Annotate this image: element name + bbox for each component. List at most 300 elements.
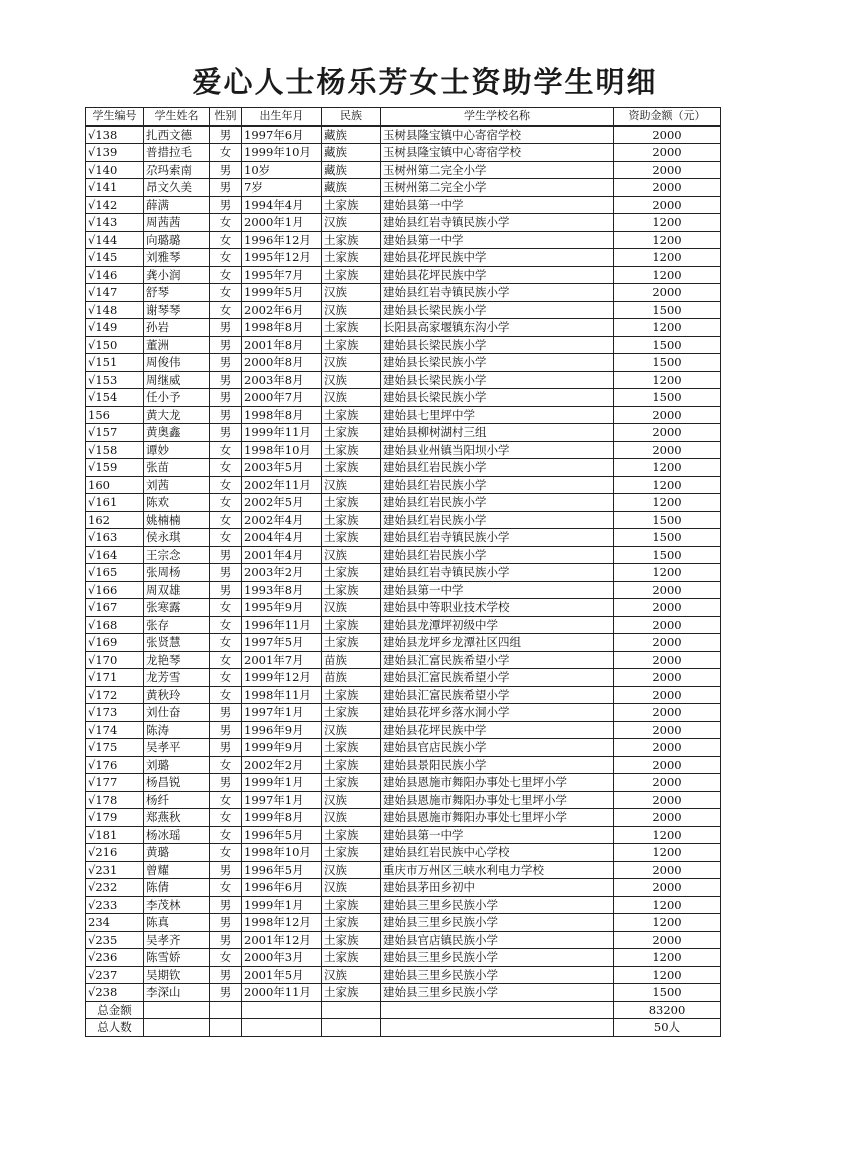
table-row bbox=[86, 546, 721, 564]
gender-cell: 男 bbox=[210, 564, 242, 582]
total-people-row bbox=[86, 1019, 721, 1037]
birth-date-cell: 2002年5月 bbox=[242, 494, 322, 512]
student-name-cell: 龚小润 bbox=[144, 266, 210, 284]
table-row bbox=[86, 249, 721, 267]
students-table bbox=[85, 107, 721, 1037]
table-row bbox=[86, 809, 721, 827]
col-header-student-id: 学生编号 bbox=[86, 108, 144, 126]
birth-date-cell: 2003年5月 bbox=[242, 459, 322, 477]
ethnicity-cell: 汉族 bbox=[322, 476, 381, 494]
amount-cell: 2000 bbox=[614, 196, 721, 214]
gender-cell: 女 bbox=[210, 686, 242, 704]
gender-cell: 女 bbox=[210, 791, 242, 809]
amount-cell: 2000 bbox=[614, 161, 721, 179]
empty-cell bbox=[144, 1019, 210, 1037]
amount-cell: 1200 bbox=[614, 459, 721, 477]
amount-cell: 2000 bbox=[614, 126, 721, 144]
birth-date-cell: 2003年2月 bbox=[242, 564, 322, 582]
ethnicity-cell: 土家族 bbox=[322, 231, 381, 249]
school-name-cell: 建始县长梁民族小学 bbox=[381, 389, 614, 407]
student-name-cell: 昂文久美 bbox=[144, 179, 210, 197]
table-row bbox=[86, 879, 721, 897]
gender-cell: 男 bbox=[210, 721, 242, 739]
birth-date-cell: 1999年10月 bbox=[242, 144, 322, 162]
ethnicity-cell: 土家族 bbox=[322, 424, 381, 442]
school-name-cell: 建始县官店民族小学 bbox=[381, 739, 614, 757]
school-name-cell: 建始县汇富民族希望小学 bbox=[381, 651, 614, 669]
amount-cell: 2000 bbox=[614, 284, 721, 302]
birth-date-cell: 1996年6月 bbox=[242, 879, 322, 897]
ethnicity-cell: 土家族 bbox=[322, 704, 381, 722]
table-body bbox=[86, 126, 721, 1002]
school-name-cell: 建始县柳树湖村三组 bbox=[381, 424, 614, 442]
school-name-cell: 建始县长梁民族小学 bbox=[381, 301, 614, 319]
gender-cell: 男 bbox=[210, 354, 242, 372]
ethnicity-cell: 藏族 bbox=[322, 179, 381, 197]
school-name-cell: 建始县第一中学 bbox=[381, 196, 614, 214]
ethnicity-cell: 土家族 bbox=[322, 581, 381, 599]
ethnicity-cell: 汉族 bbox=[322, 301, 381, 319]
ethnicity-cell: 藏族 bbox=[322, 161, 381, 179]
birth-date-cell: 1999年12月 bbox=[242, 669, 322, 687]
table-row bbox=[86, 896, 721, 914]
school-name-cell: 建始县花坪民族中学 bbox=[381, 721, 614, 739]
student-id-cell: √231 bbox=[86, 861, 144, 879]
table-row bbox=[86, 231, 721, 249]
table-row bbox=[86, 739, 721, 757]
table-row bbox=[86, 441, 721, 459]
amount-cell: 2000 bbox=[614, 616, 721, 634]
gender-cell: 女 bbox=[210, 476, 242, 494]
student-id-cell: √175 bbox=[86, 739, 144, 757]
school-name-cell: 建始县官店镇民族小学 bbox=[381, 931, 614, 949]
school-name-cell: 长阳县高家堰镇东沟小学 bbox=[381, 319, 614, 337]
birth-date-cell: 2002年6月 bbox=[242, 301, 322, 319]
table-row bbox=[86, 581, 721, 599]
student-name-cell: 李深山 bbox=[144, 984, 210, 1002]
ethnicity-cell: 汉族 bbox=[322, 721, 381, 739]
student-name-cell: 刘雅琴 bbox=[144, 249, 210, 267]
gender-cell: 男 bbox=[210, 319, 242, 337]
school-name-cell: 建始县恩施市舞阳办事处七里坪小学 bbox=[381, 774, 614, 792]
amount-cell: 2000 bbox=[614, 634, 721, 652]
student-name-cell: 吴孝齐 bbox=[144, 931, 210, 949]
gender-cell: 男 bbox=[210, 371, 242, 389]
ethnicity-cell: 汉族 bbox=[322, 546, 381, 564]
amount-cell: 1200 bbox=[614, 231, 721, 249]
amount-cell: 2000 bbox=[614, 721, 721, 739]
table-row bbox=[86, 406, 721, 424]
amount-cell: 2000 bbox=[614, 406, 721, 424]
ethnicity-cell: 汉族 bbox=[322, 599, 381, 617]
amount-cell: 2000 bbox=[614, 739, 721, 757]
gender-cell: 男 bbox=[210, 389, 242, 407]
student-name-cell: 陈涛 bbox=[144, 721, 210, 739]
col-header-amount: 资助金额（元） bbox=[614, 108, 721, 126]
ethnicity-cell: 土家族 bbox=[322, 984, 381, 1002]
table-row bbox=[86, 826, 721, 844]
school-name-cell: 建始县恩施市舞阳办事处七里坪小学 bbox=[381, 791, 614, 809]
ethnicity-cell: 土家族 bbox=[322, 511, 381, 529]
table-row bbox=[86, 966, 721, 984]
student-name-cell: 黄璐 bbox=[144, 844, 210, 862]
gender-cell: 女 bbox=[210, 651, 242, 669]
amount-cell: 1200 bbox=[614, 371, 721, 389]
student-id-cell: √143 bbox=[86, 214, 144, 232]
school-name-cell: 建始县三里乡民族小学 bbox=[381, 949, 614, 967]
gender-cell: 男 bbox=[210, 861, 242, 879]
ethnicity-cell: 苗族 bbox=[322, 651, 381, 669]
amount-cell: 2000 bbox=[614, 441, 721, 459]
ethnicity-cell: 土家族 bbox=[322, 616, 381, 634]
student-name-cell: 薛满 bbox=[144, 196, 210, 214]
student-id-cell: √235 bbox=[86, 931, 144, 949]
amount-cell: 1200 bbox=[614, 476, 721, 494]
table-row bbox=[86, 511, 721, 529]
student-id-cell: 162 bbox=[86, 511, 144, 529]
table-row bbox=[86, 354, 721, 372]
ethnicity-cell: 土家族 bbox=[322, 634, 381, 652]
amount-cell: 2000 bbox=[614, 879, 721, 897]
ethnicity-cell: 汉族 bbox=[322, 284, 381, 302]
gender-cell: 男 bbox=[210, 196, 242, 214]
school-name-cell: 建始县中等职业技术学校 bbox=[381, 599, 614, 617]
ethnicity-cell: 汉族 bbox=[322, 879, 381, 897]
school-name-cell: 建始县红岩寺镇民族小学 bbox=[381, 529, 614, 547]
student-name-cell: 张苗 bbox=[144, 459, 210, 477]
ethnicity-cell: 土家族 bbox=[322, 319, 381, 337]
student-id-cell: √171 bbox=[86, 669, 144, 687]
gender-cell: 男 bbox=[210, 406, 242, 424]
empty-cell bbox=[381, 1001, 614, 1019]
student-name-cell: 普措拉毛 bbox=[144, 144, 210, 162]
school-name-cell: 建始县红岩民族中心学校 bbox=[381, 844, 614, 862]
school-name-cell: 建始县龙坪乡龙潭社区四组 bbox=[381, 634, 614, 652]
gender-cell: 男 bbox=[210, 424, 242, 442]
school-name-cell: 建始县景阳民族小学 bbox=[381, 756, 614, 774]
birth-date-cell: 1997年6月 bbox=[242, 126, 322, 144]
table-row bbox=[86, 529, 721, 547]
table-row bbox=[86, 494, 721, 512]
col-header-gender: 性别 bbox=[210, 108, 242, 126]
student-id-cell: √163 bbox=[86, 529, 144, 547]
school-name-cell: 玉树州第二完全小学 bbox=[381, 179, 614, 197]
ethnicity-cell: 苗族 bbox=[322, 669, 381, 687]
amount-cell: 2000 bbox=[614, 686, 721, 704]
student-name-cell: 杨冰瑶 bbox=[144, 826, 210, 844]
birth-date-cell: 2002年4月 bbox=[242, 511, 322, 529]
student-id-cell: √147 bbox=[86, 284, 144, 302]
gender-cell: 男 bbox=[210, 161, 242, 179]
student-name-cell: 王宗念 bbox=[144, 546, 210, 564]
school-name-cell: 建始县三里乡民族小学 bbox=[381, 914, 614, 932]
birth-date-cell: 10岁 bbox=[242, 161, 322, 179]
student-name-cell: 舒琴 bbox=[144, 284, 210, 302]
ethnicity-cell: 土家族 bbox=[322, 459, 381, 477]
student-id-cell: √168 bbox=[86, 616, 144, 634]
student-name-cell: 杨纤 bbox=[144, 791, 210, 809]
gender-cell: 男 bbox=[210, 581, 242, 599]
birth-date-cell: 2001年8月 bbox=[242, 336, 322, 354]
student-name-cell: 谢琴琴 bbox=[144, 301, 210, 319]
gender-cell: 女 bbox=[210, 441, 242, 459]
table-row bbox=[86, 721, 721, 739]
school-name-cell: 建始县三里乡民族小学 bbox=[381, 896, 614, 914]
amount-cell: 2000 bbox=[614, 931, 721, 949]
table-row bbox=[86, 669, 721, 687]
student-name-cell: 扎西文德 bbox=[144, 126, 210, 144]
total-amount-row bbox=[86, 1001, 721, 1019]
birth-date-cell: 1997年1月 bbox=[242, 704, 322, 722]
student-id-cell: √138 bbox=[86, 126, 144, 144]
table-row bbox=[86, 564, 721, 582]
gender-cell: 男 bbox=[210, 546, 242, 564]
gender-cell: 女 bbox=[210, 301, 242, 319]
school-name-cell: 建始县花坪乡落水洞小学 bbox=[381, 704, 614, 722]
ethnicity-cell: 汉族 bbox=[322, 791, 381, 809]
student-name-cell: 向璐璐 bbox=[144, 231, 210, 249]
table-row bbox=[86, 844, 721, 862]
student-id-cell: √169 bbox=[86, 634, 144, 652]
gender-cell: 男 bbox=[210, 896, 242, 914]
school-name-cell: 建始县红岩民族小学 bbox=[381, 546, 614, 564]
ethnicity-cell: 土家族 bbox=[322, 564, 381, 582]
student-name-cell: 黄秋玲 bbox=[144, 686, 210, 704]
table-row bbox=[86, 301, 721, 319]
ethnicity-cell: 汉族 bbox=[322, 809, 381, 827]
amount-cell: 1500 bbox=[614, 336, 721, 354]
school-name-cell: 玉树县隆宝镇中心寄宿学校 bbox=[381, 144, 614, 162]
gender-cell: 男 bbox=[210, 336, 242, 354]
birth-date-cell: 1996年5月 bbox=[242, 861, 322, 879]
student-id-cell: √139 bbox=[86, 144, 144, 162]
ethnicity-cell: 汉族 bbox=[322, 389, 381, 407]
amount-cell: 1200 bbox=[614, 494, 721, 512]
empty-cell bbox=[242, 1001, 322, 1019]
empty-cell bbox=[322, 1001, 381, 1019]
ethnicity-cell: 汉族 bbox=[322, 861, 381, 879]
amount-cell: 1200 bbox=[614, 826, 721, 844]
table-row bbox=[86, 949, 721, 967]
ethnicity-cell: 土家族 bbox=[322, 844, 381, 862]
school-name-cell: 建始县红岩民族小学 bbox=[381, 494, 614, 512]
gender-cell: 男 bbox=[210, 931, 242, 949]
birth-date-cell: 1998年12月 bbox=[242, 914, 322, 932]
birth-date-cell: 1998年8月 bbox=[242, 319, 322, 337]
table-row bbox=[86, 161, 721, 179]
table-row bbox=[86, 126, 721, 144]
school-name-cell: 建始县红岩寺镇民族小学 bbox=[381, 284, 614, 302]
student-id-cell: 234 bbox=[86, 914, 144, 932]
student-name-cell: 吴期钦 bbox=[144, 966, 210, 984]
student-name-cell: 张存 bbox=[144, 616, 210, 634]
gender-cell: 女 bbox=[210, 144, 242, 162]
ethnicity-cell: 汉族 bbox=[322, 966, 381, 984]
birth-date-cell: 2001年5月 bbox=[242, 966, 322, 984]
gender-cell: 女 bbox=[210, 669, 242, 687]
amount-cell: 1500 bbox=[614, 511, 721, 529]
total-people-label: 总人数 bbox=[86, 1019, 144, 1037]
table-row bbox=[86, 861, 721, 879]
birth-date-cell: 2000年3月 bbox=[242, 949, 322, 967]
student-name-cell: 李茂林 bbox=[144, 896, 210, 914]
school-name-cell: 建始县茅田乡初中 bbox=[381, 879, 614, 897]
student-name-cell: 尕玛索南 bbox=[144, 161, 210, 179]
student-name-cell: 张寒露 bbox=[144, 599, 210, 617]
student-id-cell: √151 bbox=[86, 354, 144, 372]
table-row bbox=[86, 179, 721, 197]
student-name-cell: 杨昌锐 bbox=[144, 774, 210, 792]
student-id-cell: 156 bbox=[86, 406, 144, 424]
school-name-cell: 玉树县隆宝镇中心寄宿学校 bbox=[381, 126, 614, 144]
birth-date-cell: 1999年9月 bbox=[242, 739, 322, 757]
empty-cell bbox=[242, 1019, 322, 1037]
table-row bbox=[86, 336, 721, 354]
birth-date-cell: 2000年1月 bbox=[242, 214, 322, 232]
col-header-school-name: 学生学校名称 bbox=[381, 108, 614, 126]
student-id-cell: √159 bbox=[86, 459, 144, 477]
amount-cell: 2000 bbox=[614, 774, 721, 792]
table-row bbox=[86, 599, 721, 617]
student-name-cell: 周茜茜 bbox=[144, 214, 210, 232]
student-name-cell: 董洲 bbox=[144, 336, 210, 354]
birth-date-cell: 2003年8月 bbox=[242, 371, 322, 389]
ethnicity-cell: 土家族 bbox=[322, 949, 381, 967]
table-row bbox=[86, 459, 721, 477]
student-id-cell: √145 bbox=[86, 249, 144, 267]
gender-cell: 女 bbox=[210, 879, 242, 897]
birth-date-cell: 1998年10月 bbox=[242, 441, 322, 459]
school-name-cell: 玉树州第二完全小学 bbox=[381, 161, 614, 179]
amount-cell: 1200 bbox=[614, 319, 721, 337]
student-name-cell: 黄奥鑫 bbox=[144, 424, 210, 442]
empty-cell bbox=[210, 1019, 242, 1037]
school-name-cell: 建始县红岩民族小学 bbox=[381, 459, 614, 477]
gender-cell: 女 bbox=[210, 214, 242, 232]
student-name-cell: 陈欢 bbox=[144, 494, 210, 512]
birth-date-cell: 1995年7月 bbox=[242, 266, 322, 284]
birth-date-cell: 1999年1月 bbox=[242, 896, 322, 914]
ethnicity-cell: 土家族 bbox=[322, 774, 381, 792]
gender-cell: 女 bbox=[210, 809, 242, 827]
table-row bbox=[86, 476, 721, 494]
table-row bbox=[86, 214, 721, 232]
student-name-cell: 周双雄 bbox=[144, 581, 210, 599]
amount-cell: 1500 bbox=[614, 354, 721, 372]
amount-cell: 1200 bbox=[614, 896, 721, 914]
student-name-cell: 周俊伟 bbox=[144, 354, 210, 372]
amount-cell: 1500 bbox=[614, 529, 721, 547]
amount-cell: 2000 bbox=[614, 756, 721, 774]
birth-date-cell: 1999年5月 bbox=[242, 284, 322, 302]
col-header-student-name: 学生姓名 bbox=[144, 108, 210, 126]
table-row bbox=[86, 616, 721, 634]
gender-cell: 男 bbox=[210, 704, 242, 722]
table-row bbox=[86, 914, 721, 932]
table-row bbox=[86, 984, 721, 1002]
student-id-cell: √142 bbox=[86, 196, 144, 214]
student-id-cell: √158 bbox=[86, 441, 144, 459]
amount-cell: 1200 bbox=[614, 914, 721, 932]
birth-date-cell: 1996年5月 bbox=[242, 826, 322, 844]
student-id-cell: √146 bbox=[86, 266, 144, 284]
birth-date-cell: 1999年11月 bbox=[242, 424, 322, 442]
ethnicity-cell: 土家族 bbox=[322, 494, 381, 512]
gender-cell: 男 bbox=[210, 966, 242, 984]
gender-cell: 男 bbox=[210, 739, 242, 757]
gender-cell: 女 bbox=[210, 529, 242, 547]
gender-cell: 女 bbox=[210, 266, 242, 284]
amount-cell: 2000 bbox=[614, 144, 721, 162]
ethnicity-cell: 土家族 bbox=[322, 529, 381, 547]
gender-cell: 女 bbox=[210, 231, 242, 249]
school-name-cell: 建始县红岩民族小学 bbox=[381, 511, 614, 529]
student-id-cell: √177 bbox=[86, 774, 144, 792]
birth-date-cell: 1996年12月 bbox=[242, 231, 322, 249]
school-name-cell: 建始县长梁民族小学 bbox=[381, 371, 614, 389]
student-name-cell: 姚楠楠 bbox=[144, 511, 210, 529]
amount-cell: 2000 bbox=[614, 809, 721, 827]
table-row bbox=[86, 686, 721, 704]
school-name-cell: 建始县汇富民族希望小学 bbox=[381, 669, 614, 687]
student-id-cell: √178 bbox=[86, 791, 144, 809]
birth-date-cell: 2000年11月 bbox=[242, 984, 322, 1002]
amount-cell: 2000 bbox=[614, 581, 721, 599]
ethnicity-cell: 土家族 bbox=[322, 914, 381, 932]
school-name-cell: 建始县龙潭坪初级中学 bbox=[381, 616, 614, 634]
amount-cell: 1200 bbox=[614, 949, 721, 967]
table-row bbox=[86, 931, 721, 949]
table-row bbox=[86, 389, 721, 407]
ethnicity-cell: 土家族 bbox=[322, 931, 381, 949]
school-name-cell: 建始县第一中学 bbox=[381, 581, 614, 599]
student-id-cell: √154 bbox=[86, 389, 144, 407]
student-name-cell: 陈真 bbox=[144, 914, 210, 932]
total-amount-value: 83200 bbox=[614, 1001, 721, 1019]
birth-date-cell: 1995年9月 bbox=[242, 599, 322, 617]
school-name-cell: 建始县长梁民族小学 bbox=[381, 354, 614, 372]
birth-date-cell: 2000年7月 bbox=[242, 389, 322, 407]
student-name-cell: 龙艳琴 bbox=[144, 651, 210, 669]
total-amount-label: 总金额 bbox=[86, 1001, 144, 1019]
amount-cell: 2000 bbox=[614, 599, 721, 617]
school-name-cell: 建始县红岩民族小学 bbox=[381, 476, 614, 494]
student-name-cell: 龙芳雪 bbox=[144, 669, 210, 687]
amount-cell: 1200 bbox=[614, 966, 721, 984]
amount-cell: 2000 bbox=[614, 704, 721, 722]
student-id-cell: √161 bbox=[86, 494, 144, 512]
birth-date-cell: 1995年12月 bbox=[242, 249, 322, 267]
table-row bbox=[86, 196, 721, 214]
birth-date-cell: 1999年1月 bbox=[242, 774, 322, 792]
gender-cell: 女 bbox=[210, 826, 242, 844]
birth-date-cell: 2004年4月 bbox=[242, 529, 322, 547]
student-id-cell: √176 bbox=[86, 756, 144, 774]
student-id-cell: √170 bbox=[86, 651, 144, 669]
amount-cell: 2000 bbox=[614, 861, 721, 879]
student-id-cell: √144 bbox=[86, 231, 144, 249]
gender-cell: 女 bbox=[210, 844, 242, 862]
student-name-cell: 陈雪娇 bbox=[144, 949, 210, 967]
amount-cell: 2000 bbox=[614, 424, 721, 442]
school-name-cell: 建始县花坪民族中学 bbox=[381, 249, 614, 267]
student-id-cell: √233 bbox=[86, 896, 144, 914]
student-id-cell: √140 bbox=[86, 161, 144, 179]
table-row bbox=[86, 424, 721, 442]
student-id-cell: √172 bbox=[86, 686, 144, 704]
gender-cell: 女 bbox=[210, 949, 242, 967]
amount-cell: 1200 bbox=[614, 844, 721, 862]
